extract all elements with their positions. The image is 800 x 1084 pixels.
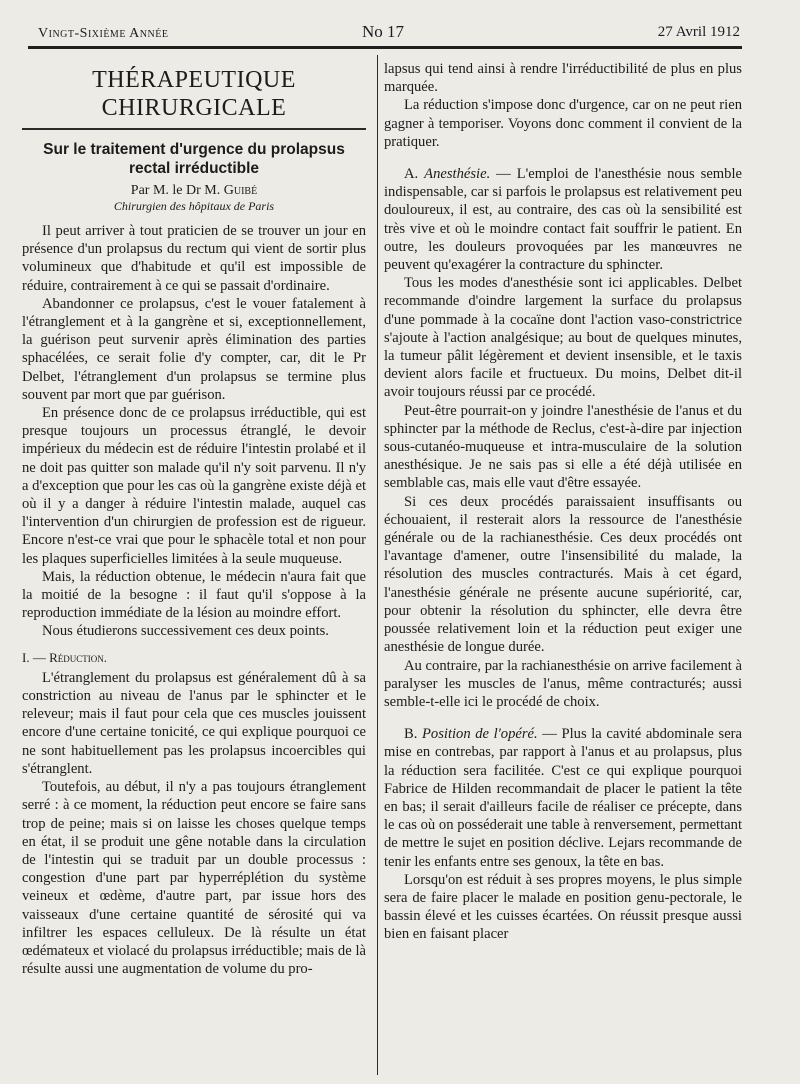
item-text: — Plus la cavité abdominale sera mise en contrebas, par rapport à l'anus et au prolapsus, plus la réduction sera facilitée. C'est ce qui explique pourquoi Fabrice de Hilden recommandait de placer le patient la tête en bas; il serait d'ailleurs facile de réaliser ce précepte, dans le cas où on posséderait une table à renversement, permettant de mettre le sujet en position déclive. Lejars recommande de tenir les enfants entre ses genoux, la tête en bas.: [384, 726, 743, 870]
running-header: [28, 22, 742, 44]
paragraph: Nous étudierons successivement ces deux points.: [42, 623, 329, 640]
paragraph: Au contraire, par la rachianesthésie on arrive facilement à paralyser les muscles de l'anus, même contracturés; aussi semble-t-elle ici le procédé de choix.: [384, 657, 742, 710]
item-letter: A.: [404, 166, 425, 183]
author-name: Guibé: [223, 183, 258, 198]
left-column: [22, 60, 366, 978]
column-divider: [377, 55, 378, 1075]
paragraph-anesthesie: [384, 165, 742, 274]
header-date: 27 Avril 1912: [657, 24, 740, 40]
paragraph: L'étranglement du prolapsus est généralement dû à sa constriction au niveau de l'anus par le sphincter et le releveur; mais il faut pour cela que ces muscles jouissent encore d'une certaine tonicité, ce qui explique pourquoi ce ne sont habituellement pas les prolapsus incoercibles qui s'étranglent.: [22, 669, 366, 777]
header-volume: Vingt-Sixième Année: [38, 26, 169, 41]
section-title: THÉRAPEUTIQUE CHIRURGICALE: [22, 60, 366, 130]
paragraph: lapsus qui tend ainsi à rendre l'irréductibilité de plus en plus marquée.: [384, 61, 742, 96]
paragraph: Abandonner ce prolapsus, c'est le vouer fatalement à l'étranglement et à la gangrène et si, exceptionnellement, la guérison peut survenir après élimination des parties sphacélées, ce serait folie d'y compter, car, dit le Pr Delbet, l'étranglement d'un prolapsus se termine plus souvent par mort que par guérison.: [22, 295, 366, 403]
paragraph: Il peut arriver à tout praticien de se trouver un jour en présence d'un prolapsus du rectum qui vient de sortir plus volumineux que d'habitude et qu'il est impossible de réduire, contrairement à ce qui se passait d'ordinaire.: [22, 223, 366, 294]
paragraph-position: [384, 725, 742, 871]
subsection-heading: I. — Réduction.: [22, 649, 107, 665]
paragraph: Peut-être pourrait-on y joindre l'anesthésie de l'anus et du sphincter par la méthode de Reclus, c'est-à-dire par injection sous-cutanéo-muqueuse et intra-musculaire de la solution anesthésique. Je ne sais pas si elle a été déjà utilisée en semblable cas, mais elle vaut d'être essayée.: [384, 402, 742, 492]
article-title: Sur le traitement d'urgence du prolapsus rectal irréductible: [43, 141, 345, 177]
spacer: [384, 151, 742, 165]
right-column: [384, 60, 742, 944]
item-heading: Anesthésie.: [424, 166, 491, 183]
item-letter: B.: [404, 726, 422, 743]
header-issue-number: No 17: [362, 22, 405, 41]
item-text: — L'emploi de l'anesthésie nous semble indispensable, car si parfois le prolapsus est relativement peu douloureux, il est, au contraire, des cas où la sensibilité est très vive et où le moindre contact fait souffrir le patient. En outre, les douleurs provoquées par les manœuvres ne peuvent qu'exagérer la contracture du sphincter.: [384, 166, 742, 274]
paragraph: Mais, la réduction obtenue, le médecin n'aura fait que la moitié de la besogne : il faut qu'il s'oppose à la reproduction immédiate de la lésion au moindre effort.: [22, 568, 366, 622]
paragraph: Toutefois, au début, il n'y a pas toujours étranglement serré : à ce moment, la réduction peut encore se faire sans trop de peine; mais si on laisse les choses quelque temps en état, il se produit une gêne notable dans la circulation de l'intestin qui se traduit par un double processus : congestion d'une part par hyperréplétion du système veineux et œdème, d'autre part, par issue hors des vaisseaux d'une certaine quantité de sérosité qui va infiltrer les espaces celluleux. De là résulte un état œdémateux et violacé du prolapsus irréductible; mais de là résulte aussi une augmentation de volume du pro-: [22, 779, 366, 978]
author-affiliation: Chirurgien des hôpitaux de Paris: [113, 199, 275, 213]
author-line: [22, 182, 366, 199]
spacer: [384, 711, 742, 725]
author-prefix: Par M. le Dr M.: [130, 183, 221, 198]
paragraph: En présence donc de ce prolapsus irréductible, qui est presque toujours un processus étranglé, le devoir impérieux du médecin est de réduire l'intestin prolabé et il ne doit pas quitter son malade qu'il n'y soit parvenu. Il n'y a d'exception que pour les cas où la gangrène existe déjà et où il y a danger à réduire l'intestin malade, auquel cas l'intervention d'un chirurgien de profession est de rigueur. Encore n'est-ce vrai que pour le sphacèle total et non pour les plaques superficielles limitées à la seule muqueuse.: [22, 405, 366, 567]
paragraph: Tous les modes d'anesthésie sont ici applicables. Delbet recommande d'oindre largement la surface du prolapsus d'une pommade à la cocaïne dont l'action vaso-constrictrice s'ajoute à l'action analgésique; au bout de quelques minutes, la tumeur pâlit légèrement et devient insensible, et le taxis devient alors facile et fructueux. Du moins, Delbet dit-il avoir toujours réussi par ce procédé.: [384, 275, 742, 401]
paragraph: La réduction s'impose donc d'urgence, car on ne peut rien gagner à temporiser. Voyons donc comment il convient de la pratiquer.: [384, 97, 742, 150]
paragraph: Lorsqu'on est réduit à ses propres moyens, le plus simple sera de faire placer le malade en position genu-pectorale, le bassin élevé et les cuisses écartées. On réussit presque aussi bien en faisant placer: [384, 871, 742, 943]
paragraph: Si ces deux procédés paraissaient insuffisants ou échouaient, il resterait alors la ressource de l'anesthésie générale ou de la rachianesthésie. Ces deux procédés ont l'avantage d'amener, outre l'insensibilité du malade, la résolution des muscles contracturés. Mais à cet égard, l'anesthésie générale ne présente aucune supériorité, car, pour obtenir la résolution du sphincter, elle devra être poussée relativement loin et la réduction peut exiger une anesthésie de longue durée.: [384, 493, 742, 656]
item-heading: Position de l'opéré.: [422, 726, 538, 743]
header-rule: [28, 46, 742, 49]
